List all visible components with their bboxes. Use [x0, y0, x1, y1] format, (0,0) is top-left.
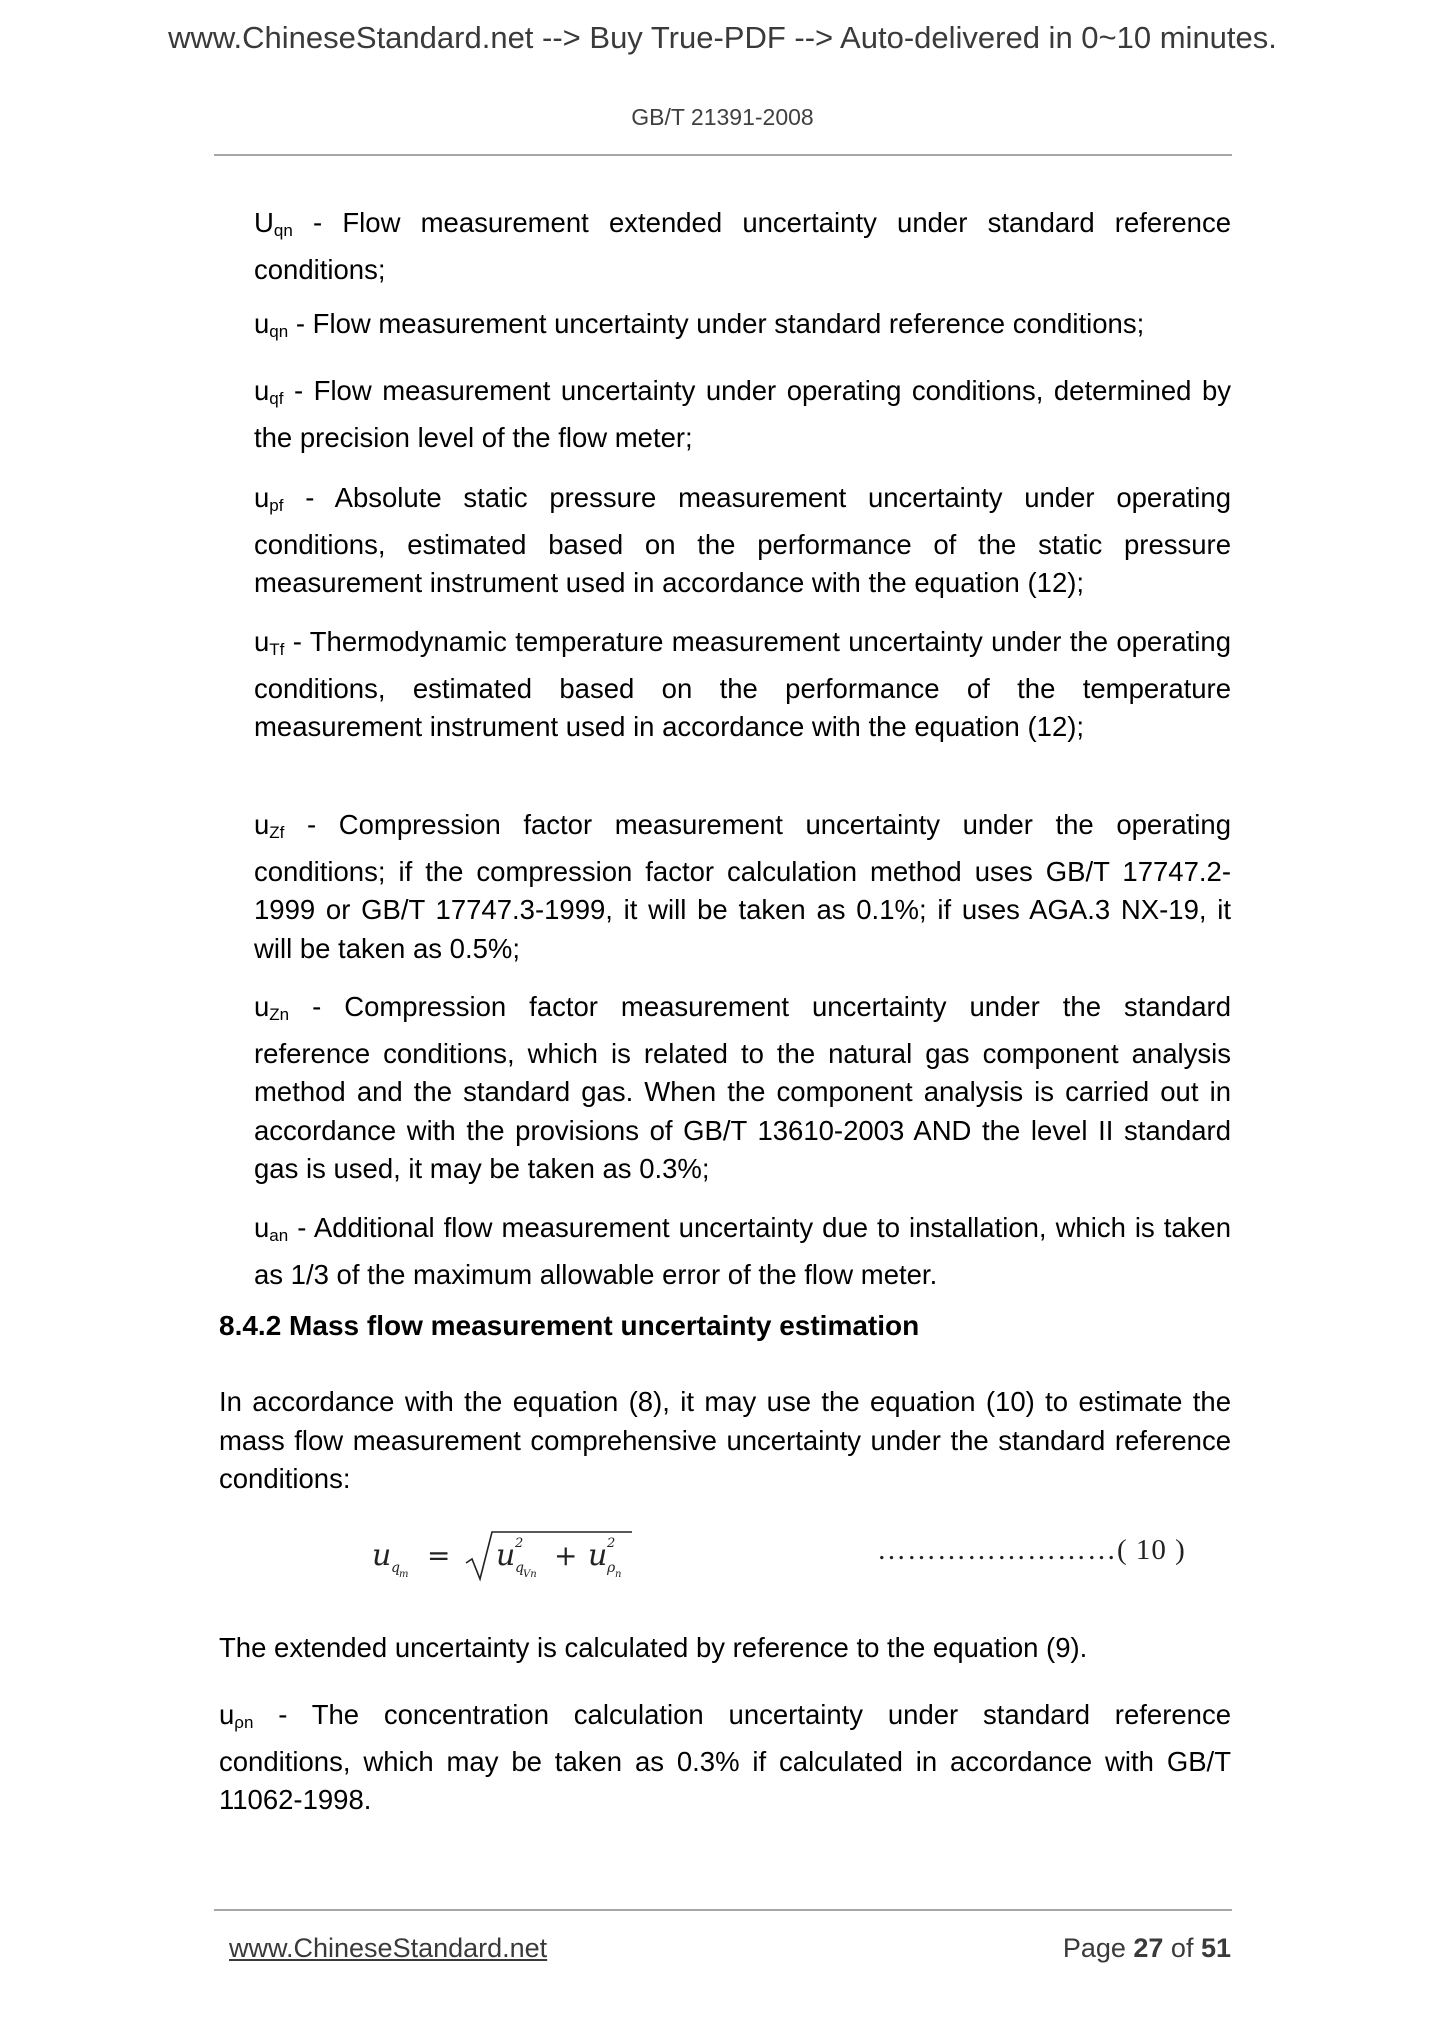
svg-text:n: n	[615, 1569, 622, 1580]
header-divider	[214, 154, 1232, 156]
svg-text:q: q	[391, 1560, 400, 1576]
symbol: U	[254, 207, 274, 238]
symbol-subscript: an	[269, 1226, 289, 1245]
definition-text: - Thermodynamic temperature measurement uncertainty under the operating conditions, estimated based on the performance of the temperature measurement instrument used in accordance with the equation (12);	[254, 626, 1231, 742]
svg-text:u: u	[372, 1538, 392, 1573]
svg-text:ρ: ρ	[607, 1560, 616, 1576]
definition-text: - The concentration calculation uncertainty under standard reference conditions, which may be taken as 0.3% if calculated in accordance with GB/T 11062-1998.	[219, 1699, 1231, 1815]
symbol: u	[254, 482, 270, 513]
definition-text: - Flow measurement uncertainty under operating conditions, determined by the precision level of the flow meter;	[254, 375, 1231, 453]
equation-10	[370, 1527, 670, 1587]
symbol: u	[254, 626, 270, 657]
symbol-subscript: qn	[269, 322, 289, 341]
definition-text: - Compression factor measurement uncertainty under the operating conditions; if the compression factor calculation method uses GB/T 17747.2-1999 or GB/T 17747.3-1999, it will be taken as 0.1%; if uses AGA.3 NX-19, it will be taken as 0.5%;	[254, 809, 1231, 964]
symbol-subscript: Tf	[269, 640, 285, 659]
symbol: u	[254, 991, 270, 1022]
svg-text:u: u	[496, 1538, 516, 1573]
symbol-subscript: qf	[269, 389, 284, 408]
symbol: u	[254, 308, 270, 339]
definition-upf	[254, 479, 1231, 603]
page-total: 51	[1200, 1933, 1231, 1963]
definition-text: - Additional flow measurement uncertainty due to installation, which is taken as 1/3 of the maximum allowable error of the flow meter.	[254, 1212, 1231, 1290]
svg-text:2: 2	[515, 1536, 524, 1551]
symbol-subscript: ρn	[234, 1713, 254, 1732]
definition-uqn	[254, 305, 1231, 352]
definition-uqf	[254, 372, 1231, 457]
symbol: u	[254, 809, 270, 840]
svg-text:u: u	[588, 1538, 608, 1573]
equation-number	[877, 1534, 1186, 1567]
symbol: u	[254, 1212, 270, 1243]
document-id: GB/T 21391-2008	[631, 104, 814, 130]
footer-divider	[214, 1909, 1232, 1911]
definition-Uqn	[254, 204, 1231, 289]
page-of: of	[1163, 1933, 1201, 1963]
definition-text: - Flow measurement uncertainty under standard reference conditions;	[288, 308, 1145, 339]
definition-text: - Flow measurement extended uncertainty under standard reference conditions;	[254, 207, 1231, 285]
symbol-subscript: Zf	[269, 823, 285, 842]
page-prefix: Page	[1062, 1933, 1134, 1963]
svg-text:2: 2	[607, 1536, 616, 1551]
page-current: 27	[1133, 1933, 1164, 1963]
header-banner: www.ChineseStandard.net --> Buy True-PDF --> Auto-delivered in 0~10 minutes.	[168, 20, 1277, 55]
definition-uTf	[254, 623, 1231, 747]
definition-text: - Compression factor measurement uncertainty under the standard reference conditions, which is related to the natural gas component analysis method and the standard gas. When the component analysis is carried out in accordance with the provisions of GB/T 13610-2003 AND the level II standard gas is used, it may be taken as 0.3%;	[254, 991, 1231, 1184]
symbol-subscript: qn	[273, 221, 293, 240]
symbol-subscript: pf	[269, 496, 284, 515]
page-indicator	[1063, 1933, 1231, 1964]
svg-text:=: =	[427, 1539, 451, 1572]
svg-text:Vn: Vn	[523, 1569, 537, 1580]
extended-uncertainty-note: The extended uncertainty is calculated by reference to the equation (9).	[219, 1632, 1088, 1663]
svg-text:+: +	[554, 1539, 578, 1572]
definition-urhon	[219, 1696, 1231, 1820]
sqrt-formula-graphic	[370, 1527, 670, 1587]
equation-label: ( 10 )	[1117, 1534, 1186, 1566]
symbol: u	[254, 375, 270, 406]
symbol-subscript: Zn	[269, 1005, 290, 1024]
definition-uZf	[254, 806, 1231, 968]
dot-leader: ……………………	[877, 1534, 1117, 1566]
section-heading: 8.4.2 Mass flow measurement uncertainty estimation	[219, 1310, 920, 1341]
definition-uZn	[254, 988, 1231, 1189]
definition-uan	[254, 1209, 1231, 1294]
symbol: u	[219, 1699, 235, 1730]
svg-text:m: m	[399, 1569, 409, 1580]
section-intro: In accordance with the equation (8), it may use the equation (10) to estimate the mass flow measurement comprehensive uncertainty under the standard reference conditions:	[219, 1386, 1231, 1494]
svg-text:q: q	[515, 1560, 524, 1576]
footer-site-link[interactable]: www.ChineseStandard.net	[229, 1933, 548, 1963]
definition-text: - Absolute static pressure measurement uncertainty under operating conditions, estimated based on the performance of the static pressure measurement instrument used in accordance with the equation (12);	[254, 482, 1231, 598]
